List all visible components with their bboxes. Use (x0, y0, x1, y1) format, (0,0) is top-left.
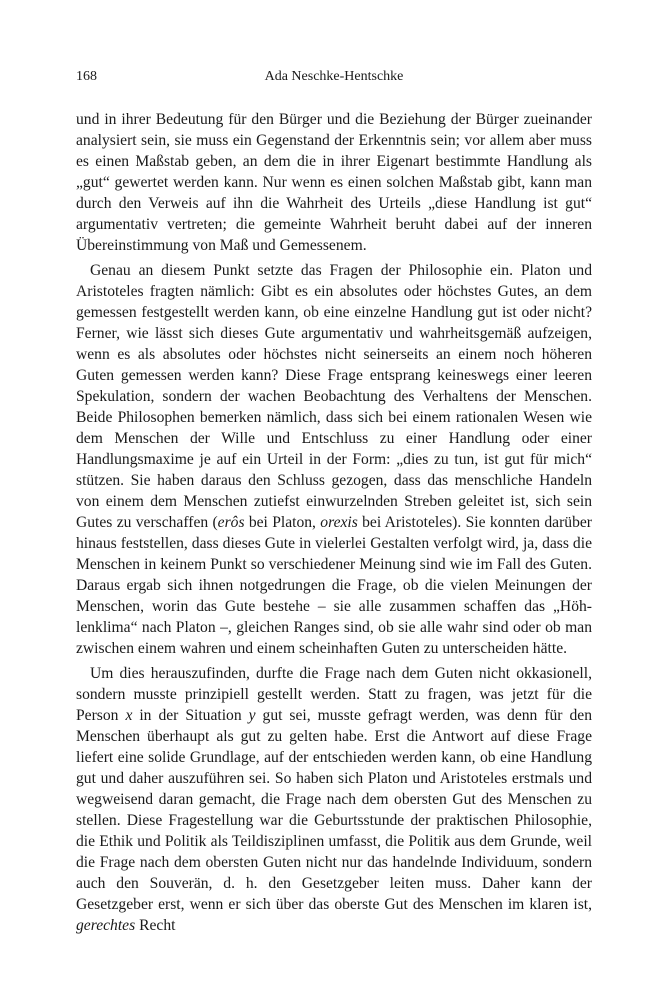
text-run: Recht (135, 917, 176, 934)
paragraph-2 (76, 260, 592, 659)
text-run: Genau an diesem Punkt setzte das Fragen der Philosophie ein. Platon und Aristoteles fragten nämlich: Gibt es ein absolutes oder höchstes Gutes, an dem gemessen festgestellt werden kann, ob eine einzelne Handlung gut ist oder nicht? Ferner, wie lässt sich dieses Gute argumentativ und wahrheitsgemäß aufzeigen, wenn es als absolutes oder höchstes nicht seinerseits an einem noch höheren Guten gemessen werden kann? Diese Frage entsprang keineswegs einer leeren Spekulation, sondern der wachen Beobachtung des Verhaltens der Menschen. Beide Philosophen bemerken nämlich, dass sich bei einem rationalen Wesen wie dem Menschen der Wille und Entschluss zu einer Handlung oder einer Handlungsmaxime je auf ein Urteil in der Form: „dies zu tun, ist gut für mich“ stützen. Sie haben daraus den Schluss gezogen, dass das menschliche Handeln von einem dem Menschen zutiefst einwurzelnden Streben geleitet ist, sich sein Gutes zu verschaffen ( (76, 262, 592, 531)
italic-term: orexis (320, 514, 358, 531)
italic-term: erôs (217, 514, 245, 531)
text-run: bei Platon, (244, 514, 321, 531)
page-header (76, 69, 592, 89)
running-head-author: Ada Neschke-Hentschke (264, 69, 404, 84)
body-text (76, 109, 592, 936)
italic-term: x (125, 707, 133, 724)
paragraph-3 (76, 663, 592, 936)
page-number: 168 (76, 69, 97, 84)
italic-term: y (248, 707, 256, 724)
text-run: bei Aristoteles). Sie konnten darüber hinaus feststellen, dass dieses Gute in vielerlei Gestalten verfolgt wird, ja, dass die Menschen in keinem Punkt so verschiedener Meinung sind wie im Fall des Guten. Daraus ergab sich ihnen notgedrungen die Frage, ob die vielen Meinungen der Menschen, worin das Gute bestehe – sie alle zusammen schaffen das „Höhlenklima“ nach Platon –, gleichen Ranges sind, ob sie alle wahr sind oder ob man zwischen einem wahren und einem scheinhaften Guten zu unterscheiden hätte. (76, 514, 592, 657)
text-run: in der Situation (132, 707, 249, 724)
text-run: und in ihrer Bedeutung für den Bürger und die Beziehung der Bürger zueinander analysiert sein, sie muss ein Gegenstand der Erkenntnis sein; vor allem aber muss es einen Maßstab geben, an dem die in ihrer Eigenart bestimmte Handlung als „gut“ gewertet werden kann. Nur wenn es einen solchen Maßstab gibt, kann man durch den Verweis auf ihn die Wahrheit des Urteils „diese Handlung ist gut“ argumentativ vertreten; die gemeinte Wahrheit beruht dabei auf der inneren Übereinstimmung von Maß und Gemessenem. (76, 111, 592, 254)
text-run: gut sei, musste gefragt werden, was denn für den Menschen überhaupt als gut zu gelten habe. Erst die Antwort auf diese Frage liefert eine solide Grundlage, auf der entschieden werden kann, ob eine Handlung gut und daher auszuführen sei. So haben sich Platon und Aristoteles erstmals und wegweisend daran gemacht, die Frage nach dem obersten Gut des Menschen zu stellen. Diese Fragestellung war die Geburtsstunde der praktischen Philosophie, die Ethik und Politik als Teildisziplinen umfasst, die Politik aus dem Grunde, weil die Frage nach dem obersten Guten nicht nur das handelnde Individuum, sondern auch den Souverän, d. h. den Gesetzgeber leiten muss. Daher kann der Gesetzgeber erst, wenn er sich über das oberste Gut des Menschen im klaren ist, (76, 707, 592, 913)
paragraph-1 (76, 109, 592, 256)
italic-term: gerechtes (76, 917, 136, 934)
text-run: Um dies herauszufinden, durfte die Frage nach dem Guten nicht okkasionell, sondern musste prinzipiell gestellt werden. Statt zu fragen, was jetzt für die Person (76, 665, 592, 724)
